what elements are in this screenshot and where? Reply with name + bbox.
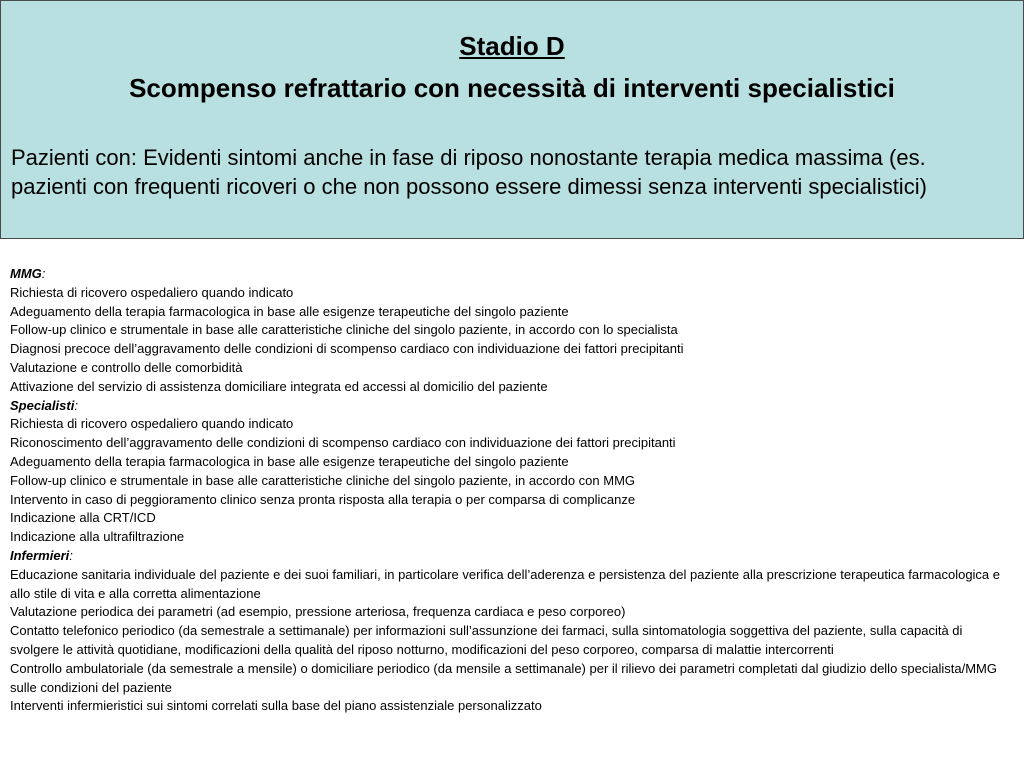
list-item: Valutazione e controllo delle comorbidità	[10, 359, 243, 375]
list-item: Indicazione alla CRT/ICD	[10, 510, 156, 526]
list-item: Educazione sanitaria individuale del paziente e dei suoi familiari, in particolare verifica dell’aderenza e persistenza del paziente alla prescrizione terapeutica farmacologica e allo stile di vita e alla corretta alimentazione	[10, 566, 1001, 601]
list-item: Richiesta di ricovero ospedaliero quando indicato	[10, 416, 294, 432]
list-item: Intervento in caso di peggioramento clinico senza pronta risposta alla terapia o per comparsa di complicanze	[10, 491, 636, 507]
page-subtitle: Scompenso refrattario con necessità di interventi specialistici	[129, 73, 895, 103]
section-mmg	[10, 265, 1010, 397]
list-item: Adeguamento della terapia farmacologica in base alle esigenze terapeutiche del singolo paziente	[10, 453, 569, 469]
page-title: Stadio D	[459, 31, 565, 61]
list-item: Controllo ambulatoriale (da semestrale a mensile) o domiciliare periodico (da mensile a settimanale) per il rilievo dei parametri completati dal giudizio dello specialista/MMG sulle condizioni del paziente	[10, 660, 997, 695]
roles-content	[10, 265, 1010, 716]
list-item: Attivazione del servizio di assistenza domiciliare integrata ed accessi al domicilio del paziente	[10, 378, 548, 394]
list-item: Richiesta di ricovero ospedaliero quando indicato	[10, 284, 294, 300]
list-item: Riconoscimento dell’aggravamento delle condizioni di scompenso cardiaco con individuazione dei fattori precipitanti	[10, 435, 676, 451]
stage-header-box	[0, 0, 1024, 239]
patient-description: Pazienti con: Evidenti sintomi anche in fase di riposo nonostante terapia medica massima (es. pazienti con frequenti ricoveri o che non possono essere dimessi senza interventi specialistici)	[11, 145, 927, 199]
section-infermieri	[10, 547, 1010, 716]
list-item: Indicazione alla ultrafiltrazione	[10, 529, 185, 545]
list-item: Adeguamento della terapia farmacologica in base alle esigenze terapeutiche del singolo paziente	[10, 303, 569, 319]
list-item: Interventi infermieristici sui sintomi correlati sulla base del piano assistenziale personalizzato	[10, 698, 542, 714]
list-item: Valutazione periodica dei parametri (ad esempio, pressione arteriosa, frequenza cardiaca e peso corporeo)	[10, 604, 626, 620]
section-heading: Infermieri:	[10, 547, 73, 563]
section-heading: MMG:	[10, 266, 46, 281]
list-item: Follow-up clinico e strumentale in base alle caratteristiche cliniche del singolo paziente, in accordo con MMG	[10, 472, 636, 488]
list-item: Contatto telefonico periodico (da semestrale a settimanale) per informazioni sull’assunzione dei farmaci, sulla sintomatologia soggettiva del paziente, sulla capacità di svolgere le attività quotidiane, modificazioni della qualità del riposo notturno, modificazioni del peso corporeo, comparsa di malattie intercorrenti	[10, 623, 963, 657]
list-item: Diagnosi precoce dell’aggravamento delle condizioni di scompenso cardiaco con individuazione dei fattori precipitanti	[10, 341, 684, 357]
section-specialisti	[10, 397, 1010, 547]
list-item: Follow-up clinico e strumentale in base alle caratteristiche cliniche del singolo paziente, in accordo con lo specialista	[10, 322, 678, 338]
section-heading: Specialisti:	[10, 397, 78, 413]
